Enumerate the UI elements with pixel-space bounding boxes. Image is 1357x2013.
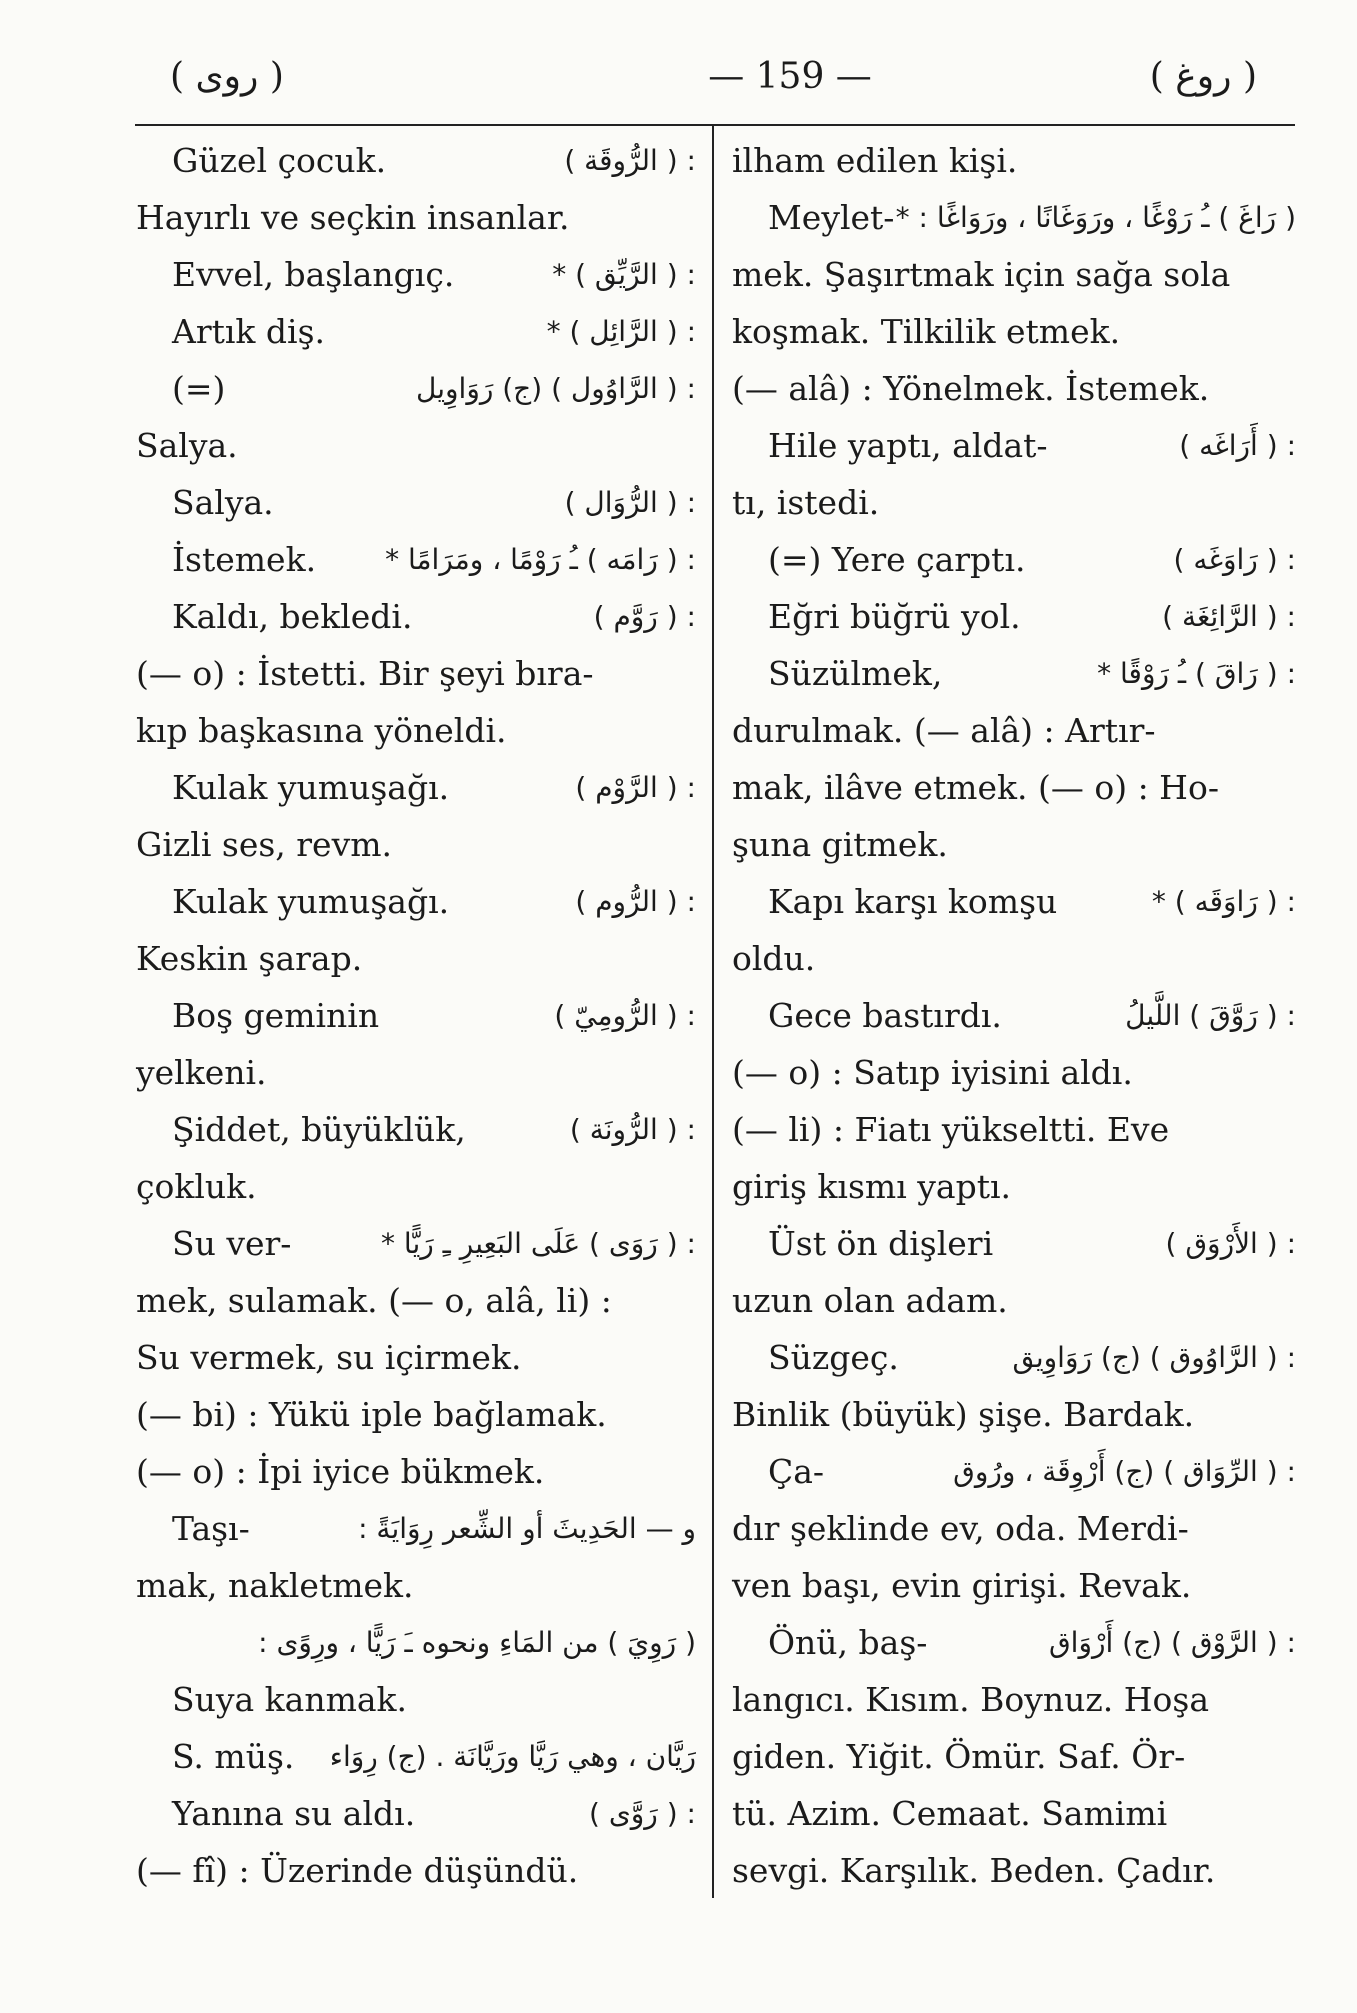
arabic-headword: : ( الرُّومِيّ ) bbox=[554, 999, 696, 1032]
arabic-headword: : ( الرَّائِل ) * bbox=[546, 315, 696, 348]
entry-line bbox=[732, 1443, 1296, 1500]
entry-line bbox=[732, 189, 1296, 246]
entry-text: Hile yaptı, aldat- bbox=[768, 426, 1048, 465]
entry-line bbox=[732, 987, 1296, 1044]
entry-text: dır şeklinde ev, oda. Merdi- bbox=[732, 1509, 1189, 1548]
entry-text: kıp başkasına yöneldi. bbox=[136, 711, 507, 750]
entry-line bbox=[136, 246, 696, 303]
entry-text: mek, sulamak. (— o, alâ, li) : bbox=[136, 1281, 612, 1320]
entry-line bbox=[732, 531, 1296, 588]
arabic-headword: : ( الرِّوَاق ) (ج) أَرْوِقَة ، ورُوق bbox=[953, 1455, 1296, 1488]
header-right-entry: ( روغ ) bbox=[1149, 56, 1257, 97]
entry-line bbox=[732, 1158, 1292, 1215]
entry-line bbox=[732, 1272, 1292, 1329]
arabic-headword: : ( الرَّوْق ) (ج) أَرْوَاق bbox=[1048, 1626, 1296, 1659]
entry-text: Keskin şarap. bbox=[136, 939, 363, 978]
entry-text: Kulak yumuşağı. bbox=[172, 882, 450, 921]
entry-line bbox=[732, 759, 1292, 816]
arabic-headword: ( رَاغَ ) ـُ رَوْغًا ، ورَوَغَانًا ، ورَوَاغًا : * bbox=[895, 201, 1296, 234]
header-left-entry: ( روى ) bbox=[170, 56, 284, 97]
arabic-headword: : ( الرُّوم ) bbox=[575, 885, 696, 918]
entry-text: giriş kısmı yaptı. bbox=[732, 1167, 1012, 1206]
entry-text: tü. Azim. Cemaat. Samimi bbox=[732, 1794, 1168, 1833]
entry-line bbox=[732, 1671, 1292, 1728]
entry-text: Salya. bbox=[172, 483, 274, 522]
entry-line bbox=[136, 588, 696, 645]
entry-line bbox=[732, 132, 1292, 189]
entry-text: Kapı karşı komşu bbox=[768, 882, 1058, 921]
entry-line bbox=[136, 303, 696, 360]
entry-line bbox=[732, 1101, 1292, 1158]
entry-text: (— bi) : Yükü iple bağlamak. bbox=[136, 1395, 607, 1434]
entry-line bbox=[136, 1614, 696, 1671]
right-column bbox=[732, 132, 1296, 1899]
arabic-headword: : ( الرُّونَة ) bbox=[569, 1113, 696, 1146]
entry-text: (— o) : İpi iyice bükmek. bbox=[136, 1452, 545, 1491]
arabic-headword: : ( رَوَّقَ ) اللَّيلُ bbox=[1125, 999, 1296, 1032]
header-rule bbox=[135, 124, 1295, 126]
entry-line bbox=[136, 1329, 696, 1386]
entry-text: Süzgeç. bbox=[768, 1338, 899, 1377]
entry-line bbox=[136, 759, 696, 816]
entry-line bbox=[136, 816, 696, 873]
entry-text: ilham edilen kişi. bbox=[732, 141, 1018, 180]
entry-line bbox=[136, 645, 696, 702]
left-column bbox=[136, 132, 696, 1899]
entry-line bbox=[136, 1500, 696, 1557]
entry-text: Kulak yumuşağı. bbox=[172, 768, 450, 807]
entry-line bbox=[732, 1215, 1296, 1272]
arabic-headword: : ( رَاوَغَه ) bbox=[1173, 543, 1296, 576]
arabic-headword: : ( رَاقَ ) ـُ رَوْقًا * bbox=[1097, 657, 1296, 690]
entry-text: (— li) : Fiatı yükseltti. Eve bbox=[732, 1110, 1170, 1149]
entry-line bbox=[136, 930, 696, 987]
entry-text: Artık diş. bbox=[172, 312, 326, 351]
entry-text: mek. Şaşırtmak için sağa sola bbox=[732, 255, 1231, 294]
arabic-headword: : ( الرَّيِّق ) * bbox=[552, 258, 696, 291]
entry-text: Hayırlı ve seçkin insanlar. bbox=[136, 198, 570, 237]
entry-line bbox=[136, 1272, 696, 1329]
entry-text: Boş geminin bbox=[172, 996, 380, 1035]
entry-text: Süzülmek, bbox=[768, 654, 943, 693]
entry-text: oldu. bbox=[732, 939, 816, 978]
entry-line bbox=[136, 1842, 696, 1899]
entry-line bbox=[732, 1557, 1292, 1614]
entry-line bbox=[136, 1671, 696, 1728]
entry-line bbox=[136, 360, 696, 417]
entry-text: çokluk. bbox=[136, 1167, 257, 1206]
arabic-headword: : ( رَوَّم ) bbox=[593, 600, 696, 633]
entry-line bbox=[732, 1386, 1292, 1443]
entry-line bbox=[136, 1443, 696, 1500]
entry-line bbox=[732, 930, 1292, 987]
entry-text: Meylet- bbox=[768, 198, 895, 237]
entry-text: Su ver- bbox=[172, 1224, 292, 1263]
arabic-headword: : ( الرُّوَال ) bbox=[564, 486, 696, 519]
entry-text: giden. Yiğit. Ömür. Saf. Ör- bbox=[732, 1737, 1186, 1776]
entry-line bbox=[732, 1329, 1296, 1386]
entry-text: sevgi. Karşılık. Beden. Çadır. bbox=[732, 1851, 1216, 1890]
entry-line bbox=[136, 1728, 696, 1785]
arabic-headword: و — الحَدِيثَ أو الشِّعر رِوَايَةً : bbox=[358, 1512, 696, 1545]
arabic-headword: : ( رَوَى ) عَلَى البَعِيرِ ـِ رَيًّا * bbox=[381, 1227, 696, 1260]
arabic-headword: : ( الرَّوْم ) bbox=[575, 771, 696, 804]
entry-text: Önü, baş- bbox=[768, 1623, 928, 1662]
entry-line bbox=[732, 1044, 1292, 1101]
entry-text: Taşı- bbox=[172, 1509, 250, 1548]
arabic-headword: : ( الرَّاوُول ) (ج) رَوَاوِيل bbox=[416, 372, 696, 405]
entry-line bbox=[136, 702, 696, 759]
entry-line bbox=[732, 1728, 1292, 1785]
entry-line bbox=[732, 702, 1292, 759]
entry-line bbox=[732, 1842, 1292, 1899]
entry-line bbox=[732, 417, 1296, 474]
entry-line bbox=[136, 1158, 696, 1215]
entry-line bbox=[136, 987, 696, 1044]
entry-text: tı, istedi. bbox=[732, 483, 880, 522]
entry-text: Güzel çocuk. bbox=[172, 141, 387, 180]
entry-line bbox=[732, 1785, 1292, 1842]
entry-line bbox=[732, 1614, 1296, 1671]
entry-text: Suya kanmak. bbox=[172, 1680, 408, 1719]
entry-line bbox=[136, 1101, 696, 1158]
page-header bbox=[140, 56, 1297, 116]
entry-line bbox=[136, 1215, 696, 1272]
entry-line bbox=[136, 1557, 696, 1614]
entry-line bbox=[732, 360, 1292, 417]
entry-text: mak, nakletmek. bbox=[136, 1566, 414, 1605]
entry-text: Yanına su aldı. bbox=[172, 1794, 416, 1833]
entry-text: langıcı. Kısım. Boynuz. Hoşa bbox=[732, 1680, 1210, 1719]
entry-text: şuna gitmek. bbox=[732, 825, 948, 864]
entry-text: (— o) : Satıp iyisini aldı. bbox=[732, 1053, 1133, 1092]
arabic-headword: رَيَّان ، وهي رَيَّا ورَيَّانَة . (ج) رِوَاء bbox=[329, 1740, 696, 1773]
entry-line bbox=[732, 474, 1292, 531]
entry-line bbox=[732, 303, 1292, 360]
page-number: — 159 — bbox=[708, 56, 872, 97]
arabic-headword: : ( الرَّائِغَة ) bbox=[1162, 600, 1296, 633]
entry-line bbox=[732, 645, 1296, 702]
entry-text: Binlik (büyük) şişe. Bardak. bbox=[732, 1395, 1195, 1434]
entry-text: Üst ön dişleri bbox=[768, 1224, 994, 1263]
entry-text: yelkeni. bbox=[136, 1053, 267, 1092]
entry-line bbox=[732, 873, 1296, 930]
entry-line bbox=[136, 417, 696, 474]
entry-text: Gece bastırdı. bbox=[768, 996, 1002, 1035]
arabic-headword: : ( رَوَّى ) bbox=[589, 1797, 696, 1830]
entry-text: uzun olan adam. bbox=[732, 1281, 1008, 1320]
entry-line bbox=[136, 1044, 696, 1101]
entry-line bbox=[732, 816, 1292, 873]
entry-text: İstemek. bbox=[172, 540, 317, 579]
entry-text: Ça- bbox=[768, 1452, 825, 1491]
entry-text: (— fî) : Üzerinde düşündü. bbox=[136, 1851, 579, 1890]
entry-text: koşmak. Tilkilik etmek. bbox=[732, 312, 1121, 351]
column-divider bbox=[712, 126, 714, 1898]
entry-text: Evvel, başlangıç. bbox=[172, 255, 455, 294]
arabic-headword: : ( رَاوَقَه ) * bbox=[1151, 885, 1296, 918]
entry-text: durulmak. (— alâ) : Artır- bbox=[732, 711, 1156, 750]
entry-text: S. müş. bbox=[172, 1737, 295, 1776]
entry-text: Su vermek, su içirmek. bbox=[136, 1338, 522, 1377]
arabic-headword: ( رَوِيَ ) من المَاءِ ونحوه ـَ رَيًّا ، ورِوًى : bbox=[258, 1626, 696, 1659]
entry-line bbox=[136, 531, 696, 588]
arabic-headword: : ( الرُّوقَة ) bbox=[564, 144, 696, 177]
entry-text: Eğri büğrü yol. bbox=[768, 597, 1021, 636]
entry-line bbox=[136, 1386, 696, 1443]
arabic-headword: : ( الرَّاوُوق ) (ج) رَوَاوِيق bbox=[1012, 1341, 1296, 1374]
arabic-headword: : ( الأَرْوَق ) bbox=[1165, 1227, 1296, 1260]
entry-line bbox=[136, 873, 696, 930]
entry-line bbox=[136, 474, 696, 531]
entry-text: (— o) : İstetti. Bir şeyi bıra- bbox=[136, 654, 594, 693]
entry-text: mak, ilâve etmek. (— o) : Ho- bbox=[732, 768, 1219, 807]
entry-line bbox=[136, 189, 696, 246]
entry-line bbox=[732, 246, 1292, 303]
arabic-headword: : ( رَامَه ) ـُ رَوْمًا ، ومَرَامًا * bbox=[385, 543, 696, 576]
entry-line bbox=[136, 132, 696, 189]
entry-text: Gizli ses, revm. bbox=[136, 825, 393, 864]
entry-line bbox=[136, 1785, 696, 1842]
entry-text: Salya. bbox=[136, 426, 238, 465]
arabic-headword: : ( أَرَاغَه ) bbox=[1179, 429, 1296, 462]
entry-text: ven başı, evin girişi. Revak. bbox=[732, 1566, 1192, 1605]
entry-text: (=) Yere çarptı. bbox=[768, 540, 1026, 579]
entry-text: (=) bbox=[172, 369, 226, 408]
entry-text: Şiddet, büyüklük, bbox=[172, 1110, 466, 1149]
entry-text: Kaldı, bekledi. bbox=[172, 597, 413, 636]
entry-line bbox=[732, 1500, 1292, 1557]
entry-line bbox=[732, 588, 1296, 645]
entry-text: (— alâ) : Yönelmek. İstemek. bbox=[732, 369, 1210, 408]
